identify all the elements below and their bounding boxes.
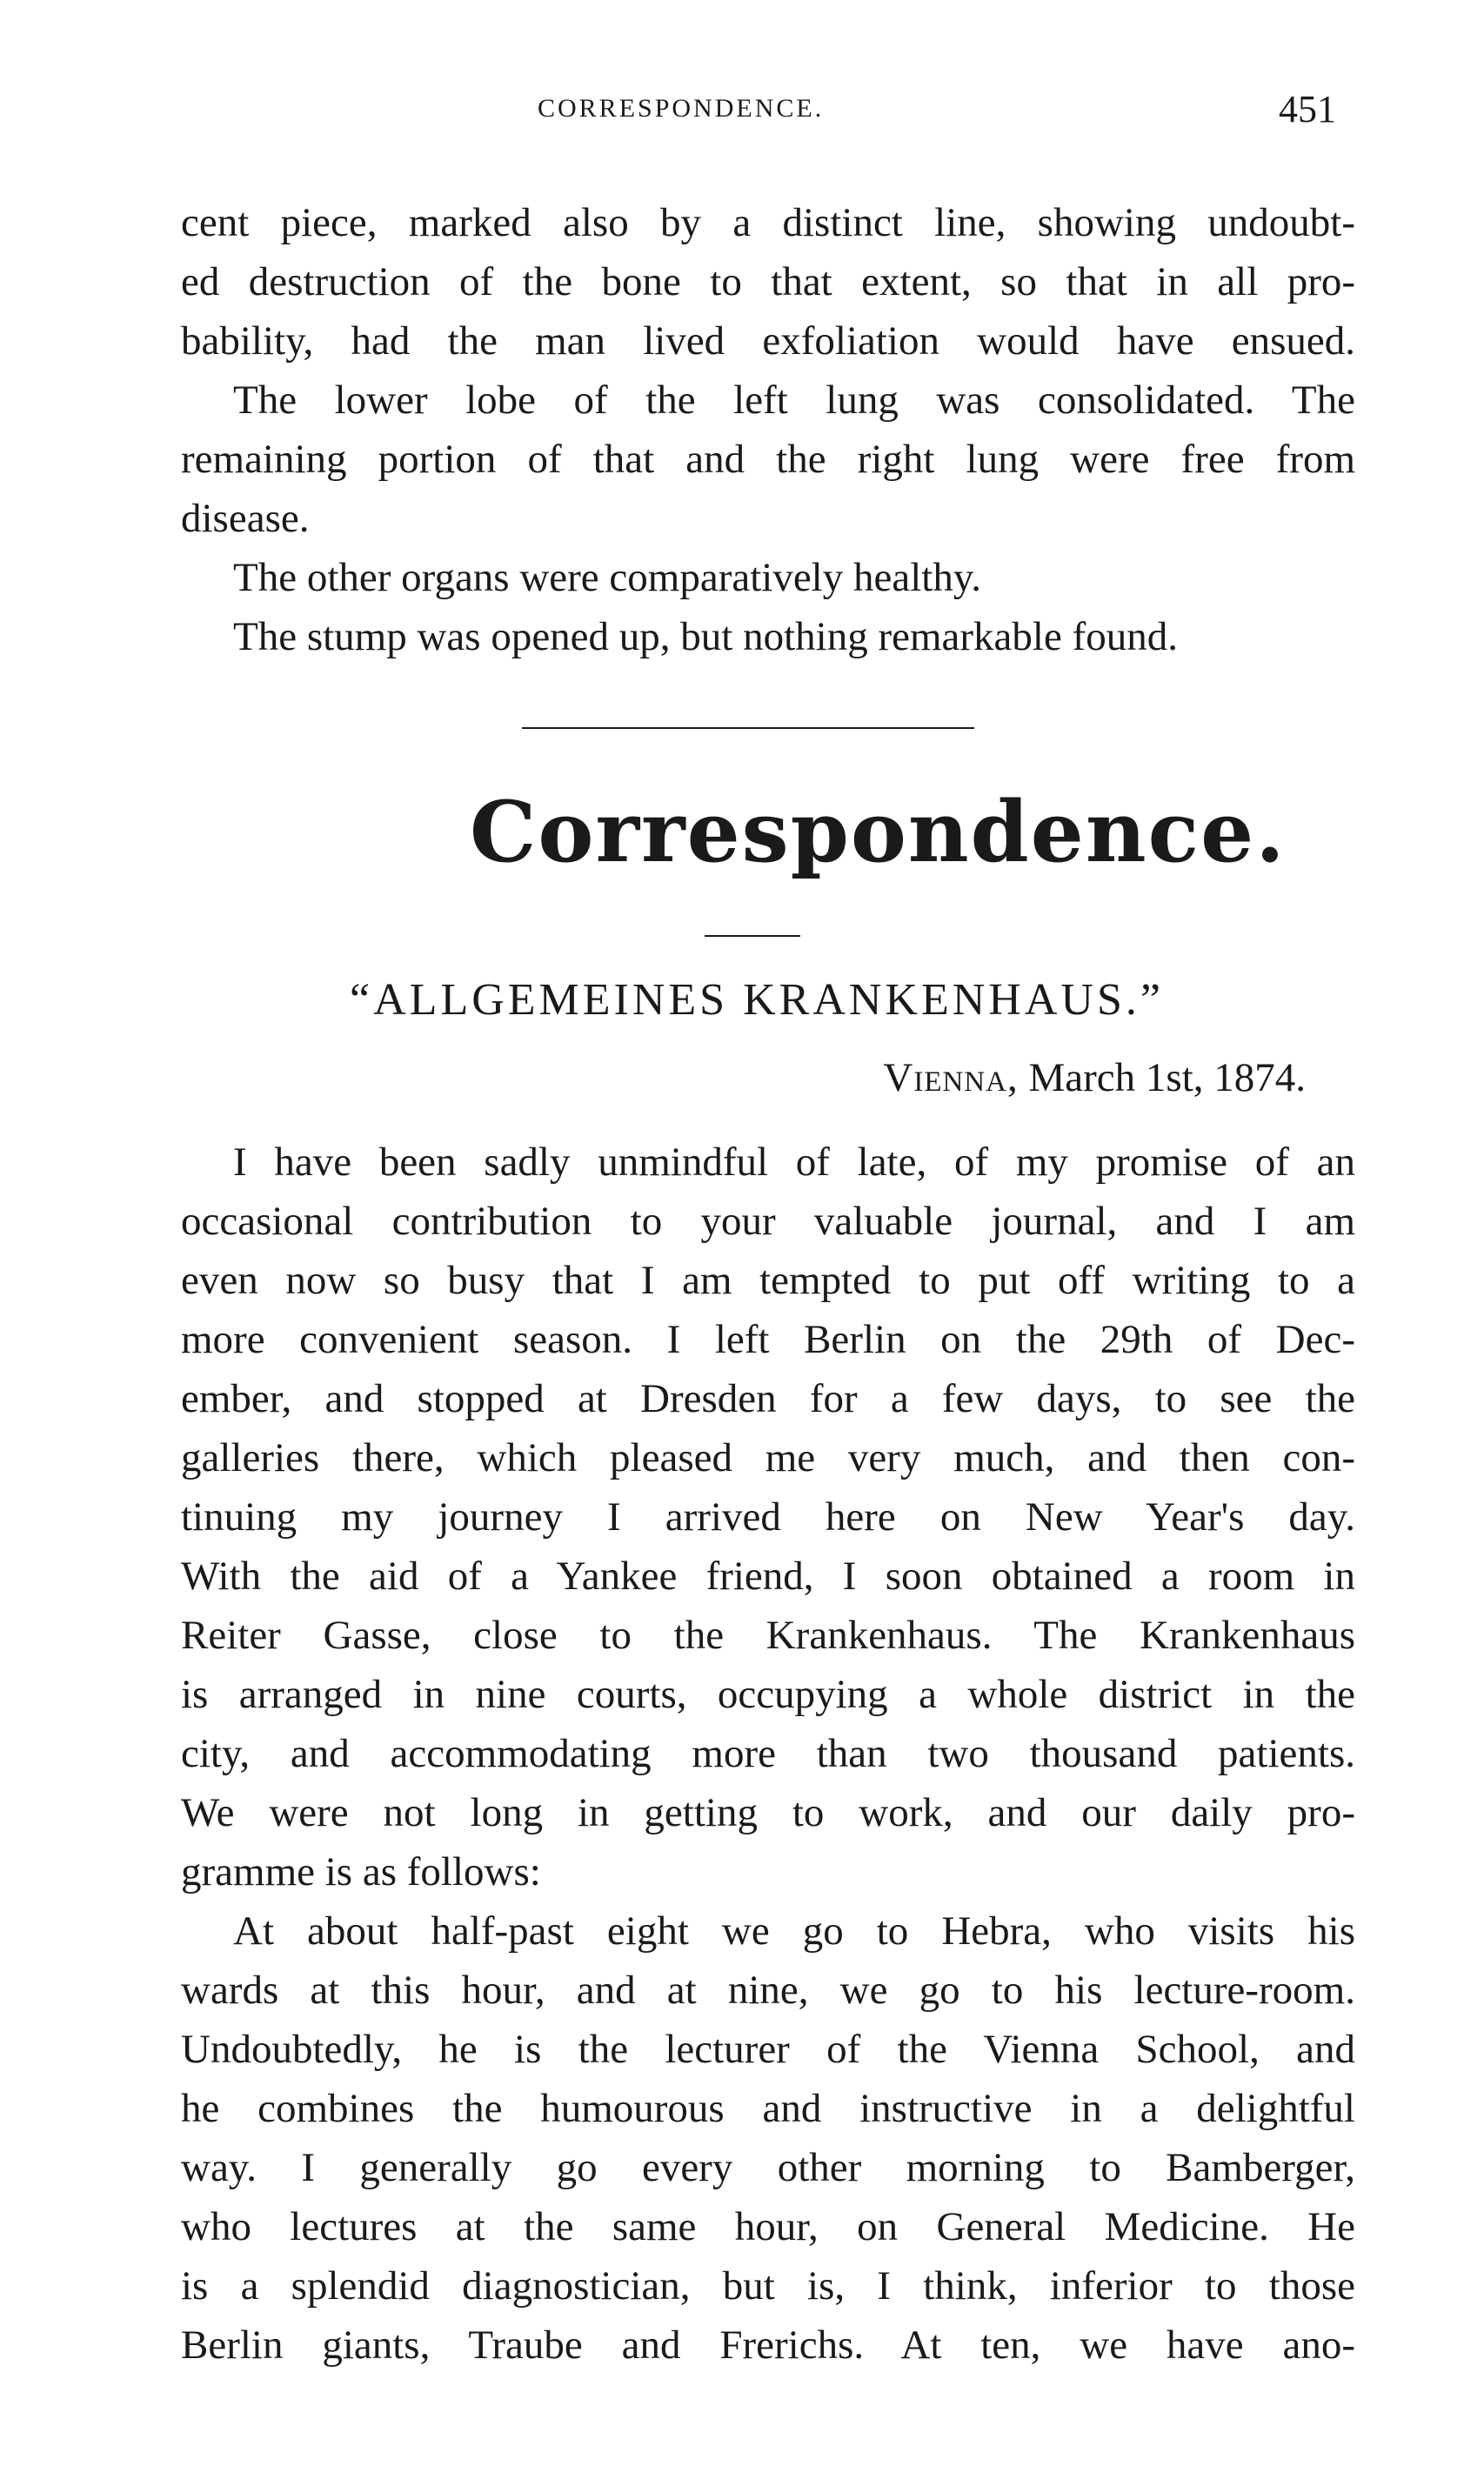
text-line: Berlin giants, Traube and Frerichs. At ten, we have ano- xyxy=(181,2322,1355,2368)
running-head: CORRESPONDENCE. xyxy=(538,94,825,123)
dateline-date: March 1st, 1874. xyxy=(1028,1055,1306,1100)
text-line: who lectures at the same hour, on General Medicine. He xyxy=(181,2204,1355,2249)
text-line: wards at this hour, and at nine, we go to his lecture-room. xyxy=(181,1968,1355,2013)
dateline xyxy=(883,1054,1306,1101)
dateline-place: Vienna, xyxy=(883,1055,1019,1100)
text-line: The other organs were comparatively healthy. xyxy=(233,555,982,600)
text-line: Reiter Gasse, close to the Krankenhaus. The Krankenhaus xyxy=(181,1613,1355,1658)
section-heading: Correspondence. xyxy=(470,783,1287,881)
text-line: remaining portion of that and the right lung were free from xyxy=(181,437,1355,482)
letter-text-block xyxy=(181,1133,1355,2375)
text-line: ed destruction of the bone to that extent, so that in all pro- xyxy=(181,259,1355,304)
text-line: I have been sadly unmindful of late, of my promise of an xyxy=(233,1139,1355,1185)
text-line: The stump was opened up, but nothing remarkable found. xyxy=(233,614,1178,659)
text-line: occasional contribution to your valuable journal, and I am xyxy=(181,1199,1355,1244)
text-line: city, and accommodating more than two thousand patients. xyxy=(181,1731,1355,1776)
text-line: We were not long in getting to work, and our daily pro- xyxy=(181,1790,1355,1835)
section-divider-rule xyxy=(522,727,974,729)
text-line: he combines the humourous and instructive in a delightful xyxy=(181,2086,1355,2131)
text-line: ember, and stopped at Dresden for a few days, to see the xyxy=(181,1376,1355,1421)
text-line: is arranged in nine courts, occupying a whole district in the xyxy=(181,1672,1355,1717)
text-line: bability, had the man lived exfoliation would have ensued. xyxy=(181,318,1355,364)
text-line: even now so busy that I am tempted to put off writing to a xyxy=(181,1258,1355,1303)
text-line: way. I generally go every other morning to Bamberger, xyxy=(181,2145,1355,2190)
text-line: is a splendid diagnostician, but is, I think, inferior to those xyxy=(181,2263,1355,2309)
text-line: galleries there, which pleased me very much, and then con- xyxy=(181,1435,1355,1480)
article-title: “ALLGEMEINES KRANKENHAUS.” xyxy=(350,975,1164,1025)
text-line: At about half-past eight we go to Hebra, who visits his xyxy=(233,1908,1355,1954)
text-line: more convenient season. I left Berlin on the 29th of Dec- xyxy=(181,1317,1355,1362)
text-line: With the aid of a Yankee friend, I soon obtained a room in xyxy=(181,1554,1355,1599)
text-line: The lower lobe of the left lung was consolidated. The xyxy=(233,378,1355,423)
text-line: gramme is as follows: xyxy=(181,1849,541,1895)
text-line: cent piece, marked also by a distinct line, showing undoubt- xyxy=(181,200,1355,245)
text-line: Undoubtedly, he is the lecturer of the Vienna School, and xyxy=(181,2027,1355,2072)
continued-text-block xyxy=(181,193,1355,666)
text-line: tinuing my journey I arrived here on New Year's day. xyxy=(181,1494,1355,1540)
heading-underline-rule xyxy=(705,935,800,937)
page-number: 451 xyxy=(1279,88,1336,130)
text-line: disease. xyxy=(181,496,310,541)
